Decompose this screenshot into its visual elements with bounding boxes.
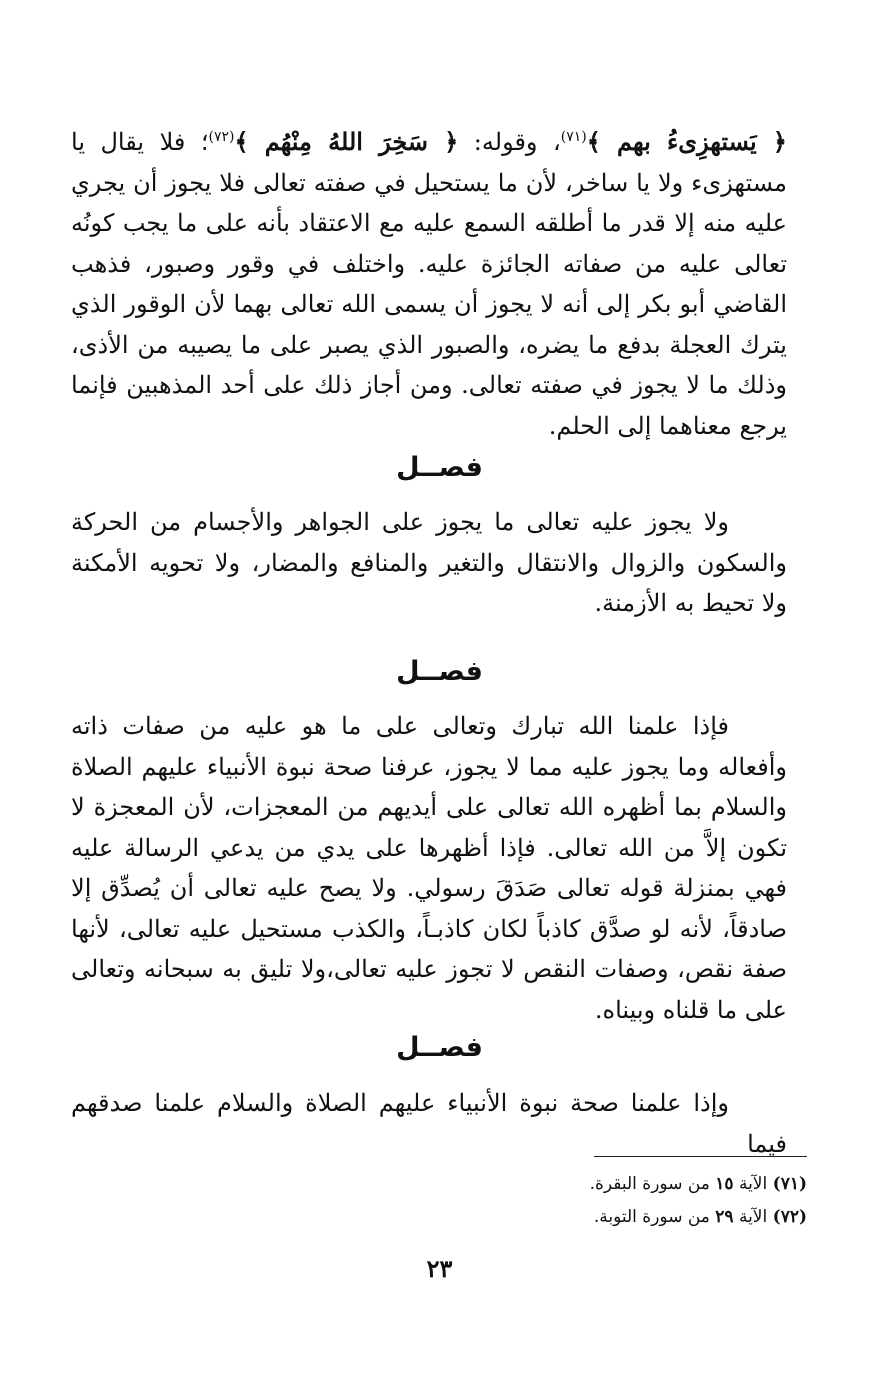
- paragraph-2-text: ولا يجوز عليه تعالى ما يجوز على الجواهر والأجسام من الحركة والسكون والزوال والانتقال والتغير والمنافع والمضار، ولا تحويه الأمكنة ولا تحيط به الأزمنة.: [71, 508, 787, 617]
- footnote-ref-71[interactable]: (٧١): [560, 129, 587, 145]
- footnote-72-number: (٧٢): [772, 1207, 807, 1227]
- paragraph-1: [71, 122, 787, 446]
- footnote-72: [594, 1205, 807, 1229]
- footnote-71-label: الآية: [733, 1174, 773, 1194]
- section-heading-2: فصــل: [396, 656, 483, 687]
- footnote-72-label: الآية: [733, 1207, 773, 1227]
- section-heading-1: فصــل: [396, 452, 483, 483]
- page-number: ٢٣: [426, 1254, 453, 1283]
- paragraph-1-text: ؛ فلا يقال يا مستهزىء ولا يا ساخر، لأن ما يستحيل في صفته تعالى فلا يجوز أن يجري عليه منه إلا قدر ما أطلقه السمع عليه مع الاعتقاد بأنه على ما يجب كونُه تعالى عليه من صفاته الجائزة عليه. واختلف في وقور وصبور، فذهب القاضي أبو بكر إلى أنه لا يجوز أن يسمى الله تعالى بهما لأن الوقور الذي يترك العجلة بدفع ما يضره، والصبور الذي يصبر على ما يصيبه من الأذى، وذلك ما لا يجوز في صفته تعالى. ومن أجاز ذلك على أحد المذهبين فإنما يرجع معناهما إلى الحلم.: [71, 128, 787, 440]
- footnote-71-source: من سورة البقرة.: [589, 1174, 716, 1194]
- paragraph-3-text: فإذا علمنا الله تبارك وتعالى على ما هو عليه من صفات ذاته وأفعاله وما يجوز عليه مما لا يجوز، عرفنا صحة نبوة الأنبياء عليهم الصلاة والسلام بما أظهره الله تعالى على أيديهم من المعجزات، لأن المعجزة لا تكون إلاَّ من الله تعالى. فإذا أظهرها على يدي من يدعي الرسالة عليه فهي بمنزلة قوله تعالى صَدَقَ رسولي. ولا يصح عليه تعالى أن يُصدِّق إلا صادقاً، لأنه لو صدَّق كاذباً لكان كاذبـاً، والكذب مستحيل عليه تعالى، لأنها صفة نقص، وصفات النقص لا تجوز عليه تعالى،ولا تليق به سبحانه وتعالى على ما قلناه وبيناه.: [71, 712, 787, 1024]
- paragraph-3: [71, 706, 787, 1030]
- footnote-divider: [594, 1156, 807, 1157]
- quran-quote-2: ﴿ سَخِرَ اللهُ مِنْهُم ﴾: [234, 127, 459, 156]
- quran-quote-1: ﴿ يَستهزِىءُ بهم ﴾: [586, 127, 787, 156]
- footnote-ref-72[interactable]: (٧٢): [208, 129, 235, 145]
- footnote-71-ayah: ١٥: [715, 1174, 734, 1194]
- section-heading-3: فصــل: [396, 1032, 483, 1063]
- footnote-71: [590, 1172, 807, 1196]
- paragraph-4: [71, 1083, 787, 1164]
- footnote-72-source: من سورة التوبة.: [593, 1207, 716, 1227]
- footnote-71-number: (٧١): [772, 1174, 807, 1194]
- paragraph-2: [71, 502, 787, 624]
- paragraph-4-text: وإذا علمنا صحة نبوة الأنبياء عليهم الصلاة والسلام علمنا صدقهم فيما: [71, 1089, 787, 1158]
- paragraph-1-mid: ، وقوله:: [458, 128, 561, 156]
- footnote-72-ayah: ٢٩: [715, 1207, 734, 1227]
